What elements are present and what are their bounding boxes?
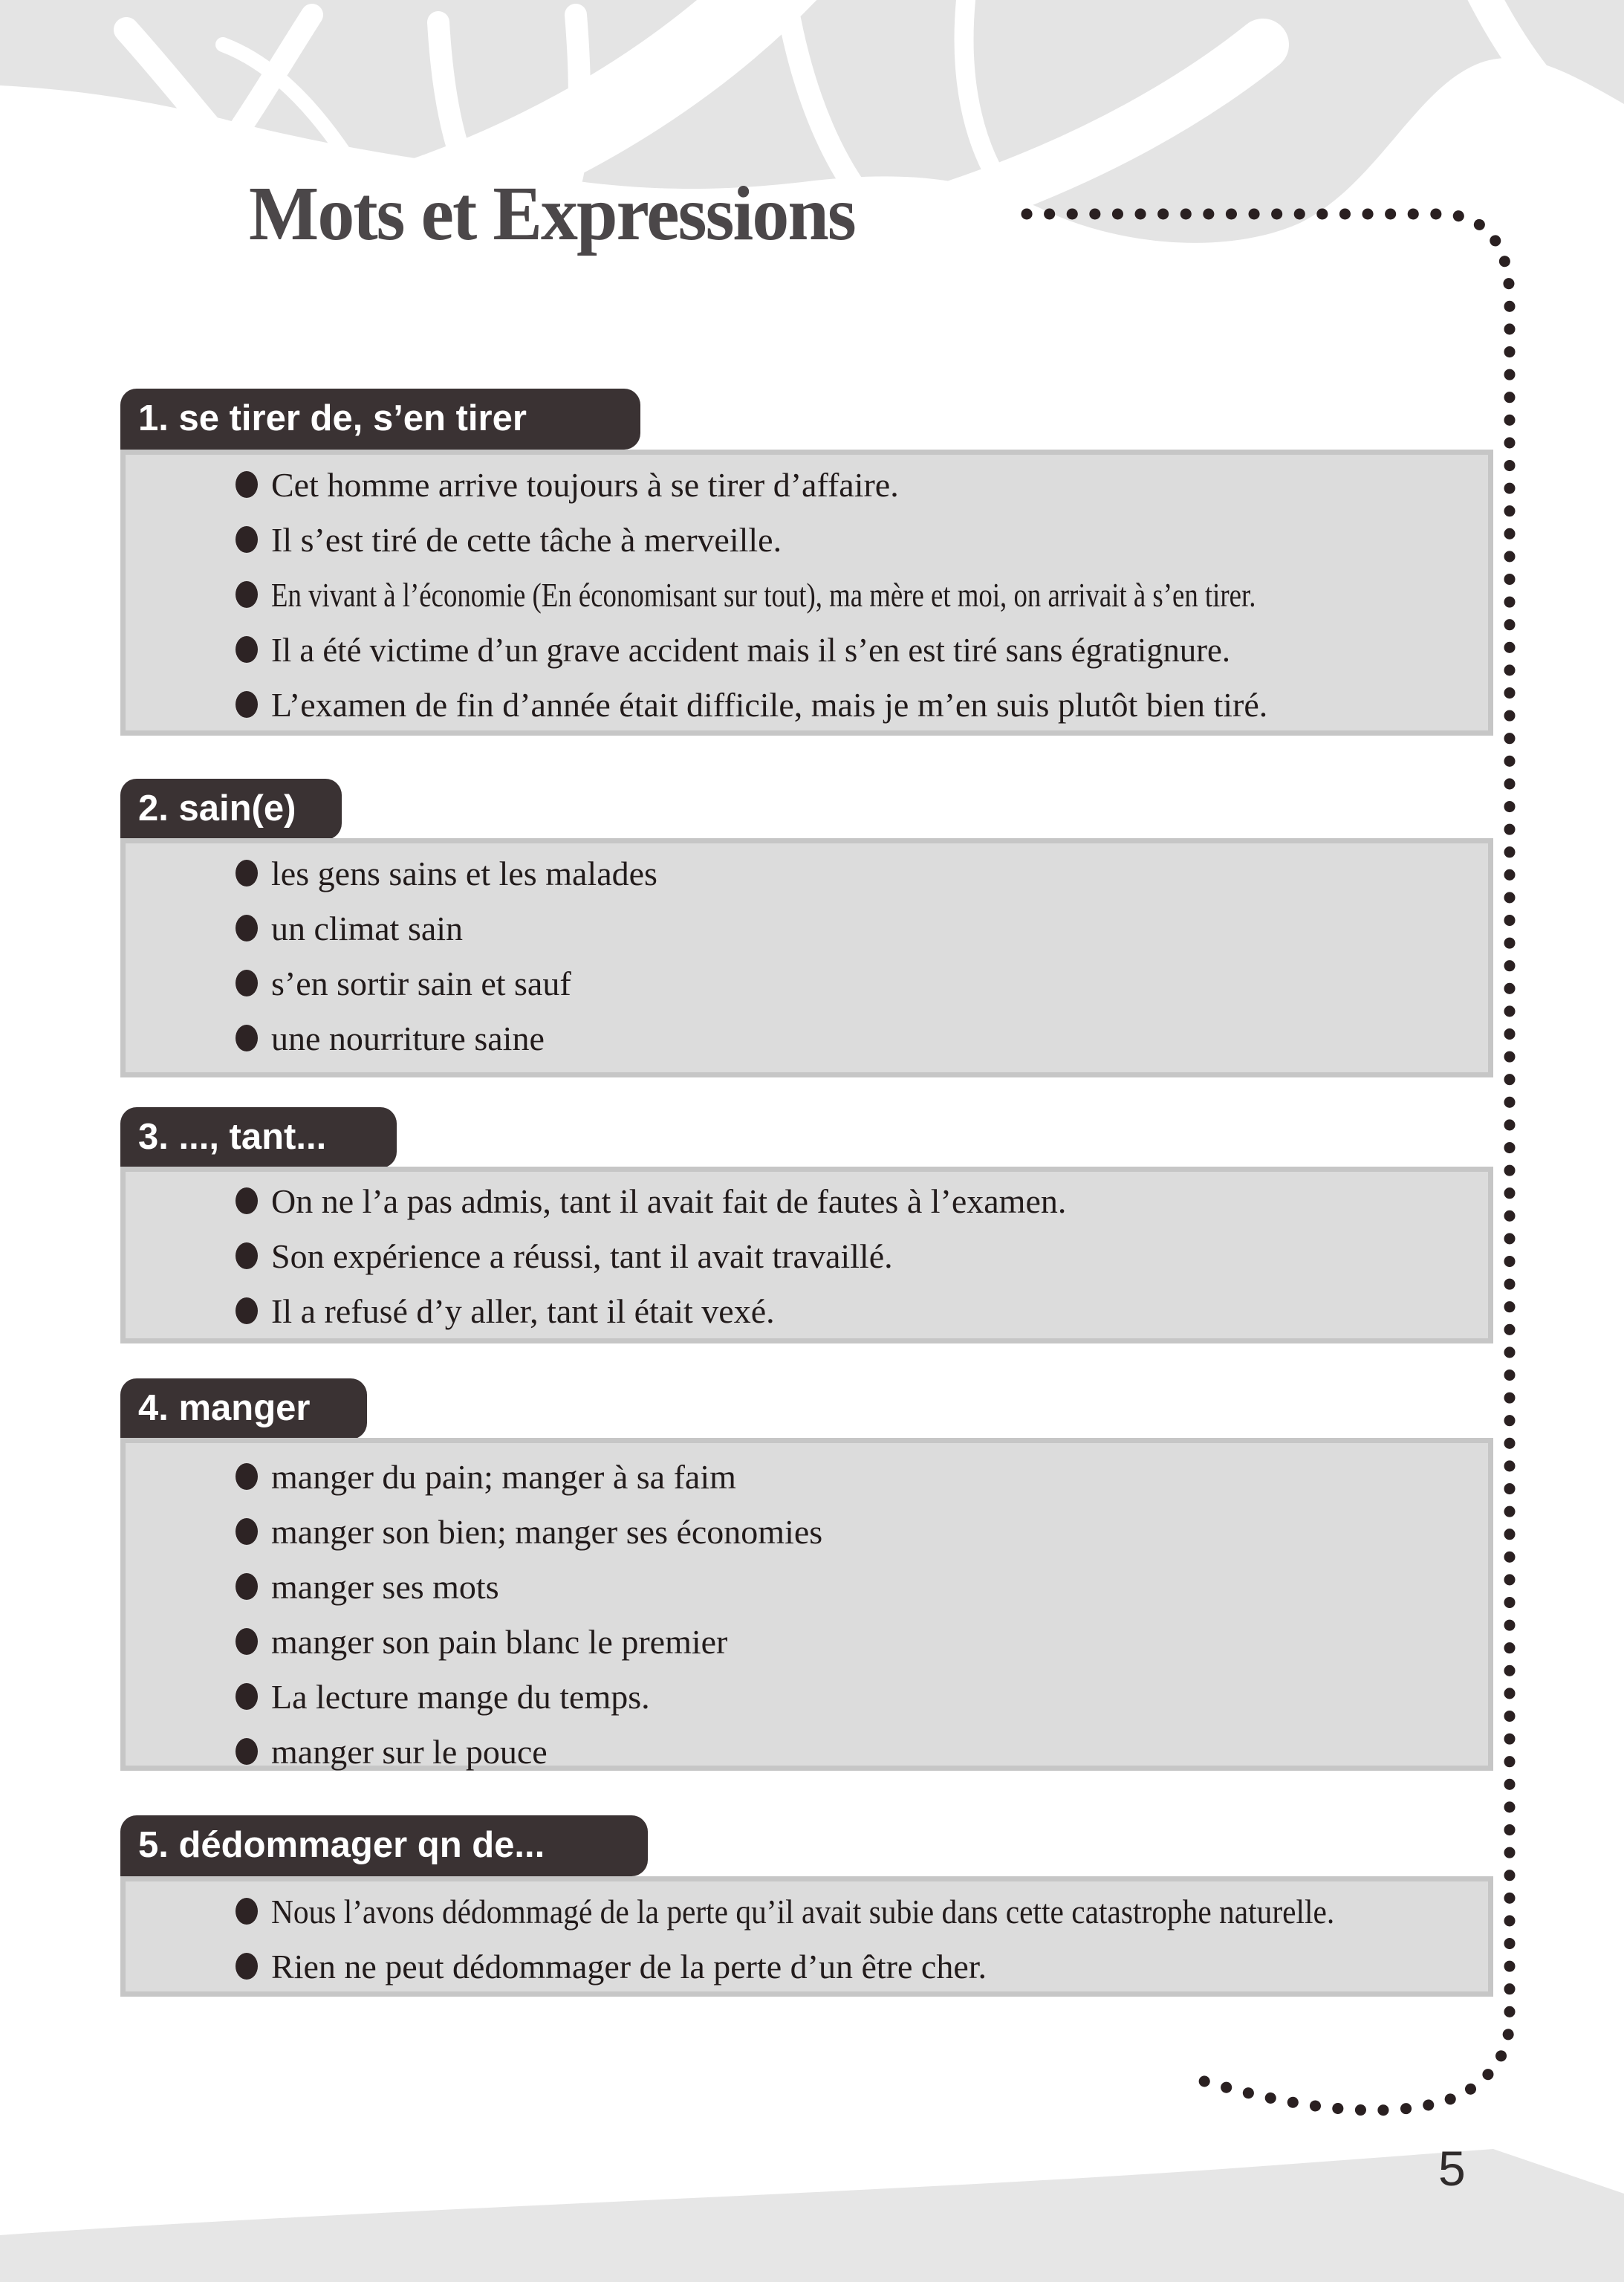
bullet-icon <box>236 1187 258 1214</box>
list-item <box>236 567 1458 622</box>
example-sentence: les gens sains et les malades <box>271 854 657 892</box>
bullet-icon <box>236 1683 258 1710</box>
bullet-icon <box>236 1463 258 1490</box>
list-item <box>236 1504 1458 1559</box>
bullet-icon <box>236 1297 258 1324</box>
section-heading-tab: 5. dédommager qn de... <box>120 1815 648 1876</box>
list-item <box>236 901 1458 956</box>
list-item <box>236 1724 1458 1779</box>
list-item <box>236 1449 1458 1504</box>
section-heading-tab: 4. manger <box>120 1378 367 1439</box>
bullet-icon <box>236 860 258 886</box>
section-example-box <box>120 450 1493 736</box>
bullet-icon <box>236 1518 258 1545</box>
example-sentence: Il a été victime d’un grave accident mais il s’en est tiré sans égratignure. <box>271 630 1231 669</box>
list-item <box>236 1559 1458 1614</box>
list-item <box>236 677 1458 732</box>
example-sentence: On ne l’a pas admis, tant il avait fait de fautes à l’examen. <box>271 1181 1067 1220</box>
list-item <box>236 956 1458 1011</box>
bullet-icon <box>236 691 258 718</box>
example-sentence: Il a refusé d’y aller, tant il était vexé. <box>271 1291 775 1330</box>
list-item <box>236 1614 1458 1669</box>
bullet-icon <box>236 471 258 498</box>
list-item <box>236 1669 1458 1724</box>
example-list <box>126 455 1488 732</box>
list-item <box>236 457 1458 512</box>
bullet-icon <box>236 1025 258 1051</box>
example-sentence: La lecture mange du temps. <box>271 1677 650 1716</box>
list-item <box>236 1884 1458 1939</box>
example-sentence: un climat sain <box>271 909 464 947</box>
bullet-icon <box>236 526 258 553</box>
bullet-icon <box>236 915 258 941</box>
example-sentence: manger sur le pouce <box>271 1732 548 1771</box>
section-heading-tab: 2. sain(e) <box>120 779 342 840</box>
section-example-box <box>120 1438 1493 1771</box>
example-sentence: manger du pain; manger à sa faim <box>271 1457 736 1496</box>
example-list <box>126 843 1488 1066</box>
example-sentence: manger son bien; manger ses économies <box>271 1512 823 1551</box>
bullet-icon <box>236 1738 258 1765</box>
list-item <box>236 1228 1458 1283</box>
example-sentence: Son expérience a réussi, tant il avait travaillé. <box>271 1236 893 1275</box>
list-item <box>236 512 1458 567</box>
example-sentence: manger son pain blanc le premier <box>271 1622 728 1661</box>
example-sentence: L’examen de fin d’année était difficile, mais je m’en suis plutôt bien tiré. <box>271 685 1268 724</box>
section-example-box <box>120 838 1493 1077</box>
list-item <box>236 1173 1458 1228</box>
bullet-icon <box>236 1898 258 1925</box>
example-list <box>126 1881 1488 1994</box>
bullet-icon <box>236 1242 258 1269</box>
example-sentence: une nourriture saine <box>271 1019 545 1057</box>
example-sentence: Nous l’avons dédommagé de la perte qu’il avait subie dans cette catastrophe naturelle. <box>271 1892 1335 1931</box>
page-number: 5 <box>1438 2141 1466 2196</box>
bullet-icon <box>236 1953 258 1980</box>
example-sentence: Rien ne peut dédommager de la perte d’un être cher. <box>271 1947 987 1986</box>
bullet-icon <box>236 1573 258 1600</box>
example-sentence: Il s’est tiré de cette tâche à merveille. <box>271 520 782 559</box>
list-item <box>236 846 1458 901</box>
section-heading-tab: 1. se tirer de, s’en tirer <box>120 389 640 450</box>
section-example-box <box>120 1876 1493 1997</box>
example-list <box>126 1172 1488 1338</box>
example-list <box>126 1443 1488 1779</box>
bullet-icon <box>236 636 258 663</box>
page-title: Mots et Expressions <box>249 171 855 256</box>
example-sentence: manger ses mots <box>271 1567 499 1606</box>
example-sentence: Cet homme arrive toujours à se tirer d’affaire. <box>271 465 899 504</box>
list-item <box>236 1283 1458 1338</box>
section-heading-tab: 3. ..., tant... <box>120 1107 397 1168</box>
list-item <box>236 622 1458 677</box>
list-item <box>236 1011 1458 1066</box>
bullet-icon <box>236 1628 258 1655</box>
bullet-icon <box>236 970 258 996</box>
section-example-box <box>120 1167 1493 1343</box>
example-sentence: s’en sortir sain et sauf <box>271 964 571 1002</box>
list-item <box>236 1939 1458 1994</box>
example-sentence: En vivant à l’économie (En économisant sur tout), ma mère et moi, on arrivait à s’en tirer. <box>271 575 1256 614</box>
bullet-icon <box>236 581 258 608</box>
